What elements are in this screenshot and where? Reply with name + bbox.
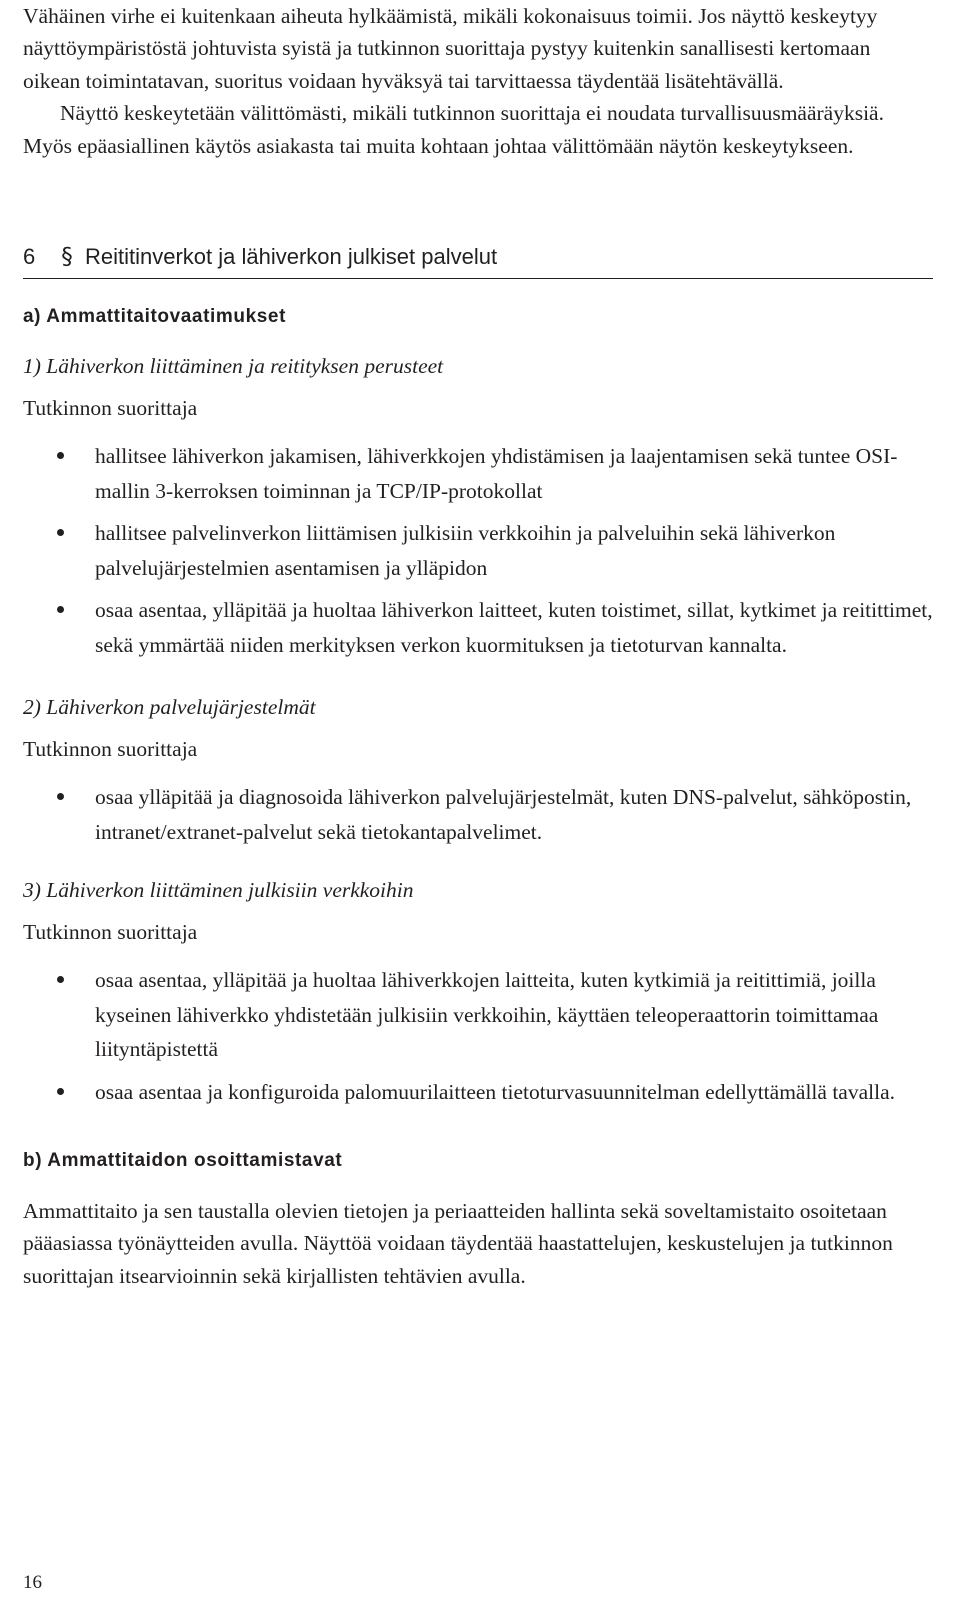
topic-actor: Tutkinnon suorittaja: [23, 737, 198, 762]
part-a-label: a) Ammattitaitovaatimukset: [23, 306, 287, 328]
list-item: [23, 516, 933, 585]
requirement-list: [23, 963, 933, 1109]
bullet-icon: [57, 606, 64, 613]
list-item-text: osaa asentaa, ylläpitää ja huoltaa lähiverkon laitteet, kuten toistimet, sillat, kytkimet ja reitittimet, sekä ymmärtää niiden merkityksen verkon kuormituksen ja tietoturvan kannalta.: [95, 598, 933, 657]
topic-actor: Tutkinnon suorittaja: [23, 920, 198, 945]
intro-paragraph: Näyttö keskeytetään välittömästi, mikäli tutkinnon suorittaja ei noudata turvallisuusmääräyksiä. Myös epäasiallinen käytös asiakasta tai muita kohtaan johtaa välittömään näytön keskeytykseen.: [23, 101, 884, 158]
section-title: Reititinverkot ja lähiverkon julkiset palvelut: [85, 244, 498, 270]
intro-paragraph: Vähäinen virhe ei kuitenkaan aiheuta hylkäämistä, mikäli kokonaisuus toimii. Jos näyttö keskeytyy näyttöympäristöstä johtuvista syistä ja tutkinnon suorittaja pystyy kuitenkin sanallisesti kertomaan oikean toimintatavan, suoritus voidaan hyväksyä tai tarvittaessa täydentää lisätehtävällä.: [23, 4, 878, 93]
list-item-text: osaa asentaa ja konfiguroida palomuurilaitteen tietoturvasuunnitelman edellyttämällä tavalla.: [95, 1079, 895, 1104]
requirement-list: [23, 780, 933, 849]
bullet-icon: [57, 1088, 64, 1095]
bullet-icon: [57, 793, 64, 800]
part-b-label: b) Ammattitaidon osoittamistavat: [23, 1150, 343, 1172]
list-item-text: hallitsee lähiverkon jakamisen, lähiverkkojen yhdistämisen ja laajentamisen sekä tuntee OSI-mallin 3-kerroksen toiminnan ja TCP/IP-protokollat: [95, 444, 898, 503]
topic-actor: Tutkinnon suorittaja: [23, 396, 198, 421]
document-page: [23, 0, 933, 1593]
part-b-text: Ammattitaito ja sen taustalla olevien tietojen ja periaatteiden hallinta sekä soveltamistaito osoitetaan pääasiassa työnäytteiden avulla. Näyttöä voidaan täydentää haastattelujen, keskustelujen ja tutkinnon suorittajan itsearvioinnin sekä kirjallisten tehtävien avulla.: [23, 1199, 893, 1288]
list-item: [23, 780, 933, 849]
intro-text: [23, 0, 933, 162]
requirement-list: [23, 439, 933, 662]
section-number: 6: [23, 244, 36, 270]
section-heading: [23, 244, 933, 279]
list-item: [23, 439, 933, 508]
bullet-icon: [57, 529, 64, 536]
list-item-text: hallitsee palvelinverkon liittämisen julkisiin verkkoihin ja palveluihin sekä lähiverkon palvelujärjestelmien asentamisen ja ylläpidon: [95, 521, 836, 580]
topic-title: 1) Lähiverkon liittäminen ja reitityksen perusteet: [23, 354, 444, 379]
list-item: [23, 593, 933, 662]
list-item: [23, 963, 933, 1067]
list-item-text: osaa ylläpitää ja diagnosoida lähiverkon palvelujärjestelmät, kuten DNS-palvelut, sähköpostin, intranet/extranet-palvelut sekä tietokantapalvelimet.: [95, 785, 912, 844]
list-item-text: osaa asentaa, ylläpitää ja huoltaa lähiverkkojen laitteita, kuten kytkimiä ja reitittimiä, joilla kyseinen lähiverkko yhdistetään julkisiin verkkoihin, käyttäen teleoperaattorin toimittamaa liityntäpistettä: [95, 968, 879, 1062]
topic-title: 2) Lähiverkon palvelujärjestelmät: [23, 695, 316, 720]
bullet-icon: [57, 452, 64, 459]
section-symbol: §: [61, 244, 73, 271]
page-number: 16: [23, 1572, 42, 1593]
bullet-icon: [57, 976, 64, 983]
topic-title: 3) Lähiverkon liittäminen julkisiin verkkoihin: [23, 878, 414, 903]
list-item: [23, 1075, 933, 1110]
